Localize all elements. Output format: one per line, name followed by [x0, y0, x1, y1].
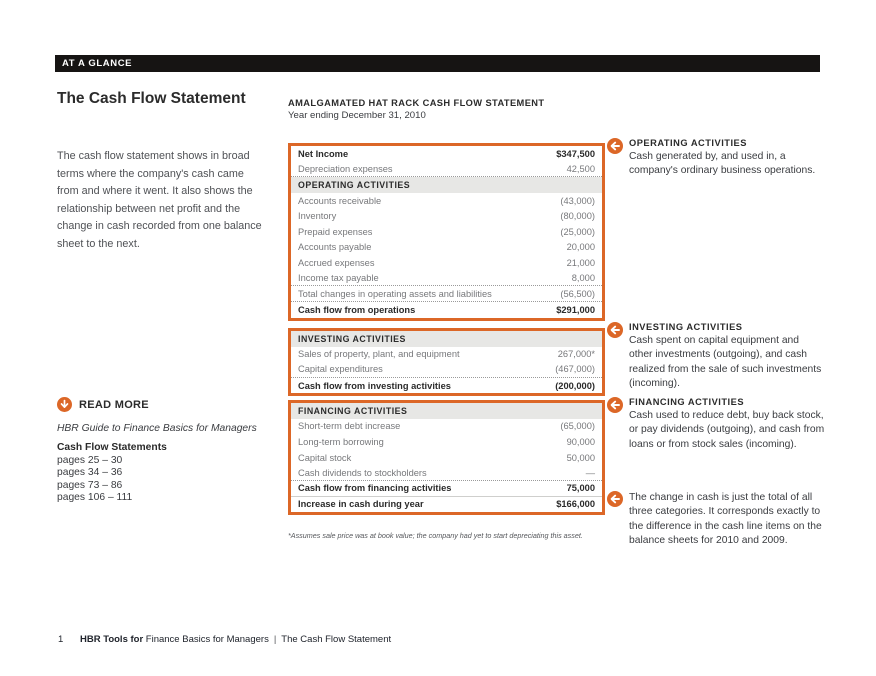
statement-title: AMALGAMATED HAT RACK CASH FLOW STATEMENT [288, 98, 545, 108]
statement-header [288, 98, 605, 121]
footer-brand: HBR Tools for [80, 634, 144, 645]
row-label: Sales of property, plant, and equipment [298, 349, 460, 360]
annotation-title: INVESTING ACTIVITIES [629, 322, 743, 332]
row-value: 8,000 [571, 273, 595, 284]
read-more-section [57, 397, 272, 504]
row-label: Depreciation expenses [298, 163, 393, 174]
at-a-glance-banner [55, 55, 820, 72]
table-row [291, 347, 602, 363]
footer-book: Finance Basics for Managers [143, 634, 269, 645]
row-label: Prepaid expenses [298, 226, 373, 237]
banner-label: AT A GLANCE [62, 58, 133, 69]
operations-table [288, 143, 605, 321]
read-more-page-range: pages 73 – 86 [57, 479, 123, 491]
intro-paragraph: The cash flow statement shows in broad terms where the company's cash came from and where it went. It also shows the relationship between net profit and the change in cash recorded from one balance sheet to the next. [57, 150, 262, 250]
row-value: 267,000* [557, 349, 595, 360]
row-label: Inventory [298, 211, 337, 222]
row-value: 21,000 [566, 257, 595, 268]
page-number: 1 [58, 634, 64, 645]
row-label: Accounts payable [298, 242, 372, 253]
row-value: (200,000) [555, 380, 595, 391]
row-label: Cash dividends to stockholders [298, 467, 427, 478]
table-row [291, 224, 602, 240]
row-label: Capital stock [298, 452, 352, 463]
table-row [291, 193, 602, 209]
row-label: INVESTING ACTIVITIES [298, 333, 406, 344]
table-row [291, 271, 602, 287]
footer-separator: | [273, 634, 277, 645]
annotation-body: Cash used to reduce debt, buy back stock, or pay dividends (outgoing), and cash from loans or from stock sales (incoming). [629, 410, 825, 450]
annotation-title: OPERATING ACTIVITIES [629, 138, 747, 148]
statement-subtitle: Year ending December 31, 2010 [288, 110, 426, 121]
row-value: $347,500 [556, 148, 595, 159]
row-label: OPERATING ACTIVITIES [298, 179, 411, 190]
row-label: Increase in cash during year [298, 499, 424, 510]
footer-text [80, 634, 391, 645]
read-more-page-list [57, 455, 272, 504]
read-more-page-range: pages 106 – 111 [57, 491, 133, 503]
table-row [291, 434, 602, 450]
row-label: Accounts receivable [298, 195, 382, 206]
financing-table [288, 400, 605, 515]
row-label: Net Income [298, 148, 349, 159]
row-value: (467,000) [555, 364, 595, 375]
section-header-row [291, 403, 602, 419]
row-value: $291,000 [556, 304, 595, 315]
left-arrow-icon [607, 322, 623, 338]
row-label: Short-term debt increase [298, 421, 401, 432]
row-label: Long-term borrowing [298, 436, 384, 447]
left-arrow-icon [607, 397, 623, 413]
table-row [291, 378, 602, 394]
row-value: (65,000) [560, 421, 595, 432]
row-label: Cash flow from investing activities [298, 380, 451, 391]
annotation-block [607, 491, 827, 549]
table-row [291, 450, 602, 466]
table-row [291, 255, 602, 271]
row-label: Income tax payable [298, 273, 379, 284]
row-value: (43,000) [560, 195, 595, 206]
read-more-page-range: pages 34 – 36 [57, 467, 123, 479]
annotation-block [607, 138, 827, 179]
read-more-label: READ MORE [79, 398, 149, 411]
investing-table [288, 328, 605, 396]
row-label: Cash flow from financing activities [298, 483, 452, 494]
row-value: 75,000 [566, 483, 595, 494]
row-value: $166,000 [556, 499, 595, 510]
table-row [291, 362, 602, 378]
annotation-body: Cash spent on capital equipment and other investments (outgoing), and cash realized from the sale of such investments (incoming). [629, 335, 822, 390]
row-label: Accrued expenses [298, 257, 375, 268]
section-header-row [291, 177, 602, 193]
annotation-block [607, 322, 827, 392]
annotation-block [607, 397, 827, 452]
row-value: 50,000 [566, 452, 595, 463]
read-more-book-title: HBR Guide to Finance Basics for Managers [57, 423, 257, 434]
page-footer [58, 634, 391, 645]
table-row [291, 208, 602, 224]
annotation-body: The change in cash is just the total of all three categories. It corresponds exactly to the difference in the cash line items on the balance sheets for 2010 and 2009. [629, 492, 822, 547]
down-arrow-icon [57, 397, 72, 412]
table-row [291, 240, 602, 256]
table-row [291, 286, 602, 302]
section-header-row [291, 331, 602, 347]
table-row [291, 481, 602, 497]
annotation-title: FINANCING ACTIVITIES [629, 397, 745, 407]
read-more-topic: Cash Flow Statements [57, 442, 167, 453]
table-row [291, 162, 602, 178]
table-row [291, 419, 602, 435]
table-row [291, 465, 602, 481]
left-arrow-icon [607, 138, 623, 154]
table-row [291, 302, 602, 318]
row-value: 20,000 [566, 242, 595, 253]
table-row [291, 497, 602, 513]
row-value: 90,000 [566, 436, 595, 447]
annotation-body: Cash generated by, and used in, a company's ordinary business operations. [629, 151, 816, 177]
table-row [291, 146, 602, 162]
row-label: Cash flow from operations [298, 304, 416, 315]
row-value: — [585, 467, 595, 478]
table-footnote: *Assumes sale price was at book value; the company had yet to start depreciating this asset. [288, 531, 583, 540]
row-value: (25,000) [560, 226, 595, 237]
left-arrow-icon [607, 491, 623, 507]
left-column [57, 90, 272, 253]
row-value: (56,500) [560, 288, 595, 299]
read-more-page-range: pages 25 – 30 [57, 455, 123, 466]
row-label: FINANCING ACTIVITIES [298, 405, 408, 416]
row-value: 42,500 [566, 163, 595, 174]
row-value: (80,000) [560, 211, 595, 222]
row-label: Total changes in operating assets and liabilities [298, 288, 492, 299]
row-label: Capital expenditures [298, 364, 383, 375]
page-title: The Cash Flow Statement [57, 90, 246, 107]
footer-section: The Cash Flow Statement [281, 634, 392, 645]
